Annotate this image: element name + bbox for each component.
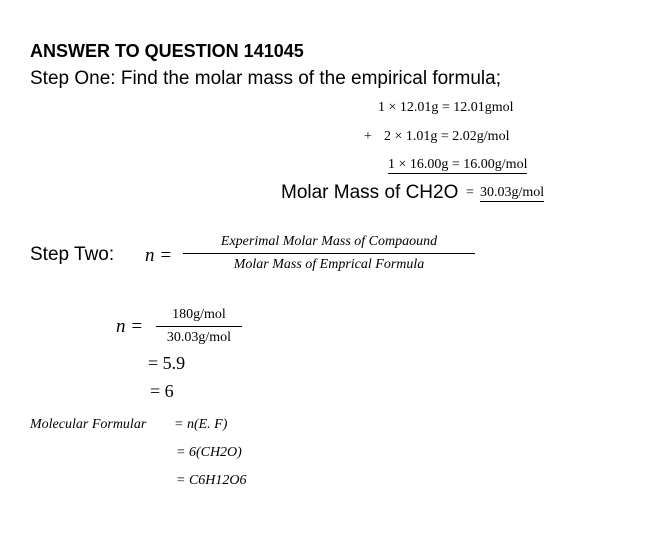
calc-n-equals: n = xyxy=(116,316,144,337)
result-approx: = 5.9 xyxy=(148,353,186,373)
mass-line-oxygen: 1 × 16.00g = 16.00g/mol xyxy=(388,157,528,172)
n-numerator: Experimal Molar Mass of Compaound xyxy=(220,234,438,249)
n-fraction xyxy=(183,234,475,273)
molar-mass-value: 30.03g/mol xyxy=(480,185,545,200)
step-one-label: Step One: Find the molar mass of the empirical formula; xyxy=(30,68,501,89)
molar-mass-label: Molar Mass of CH2O xyxy=(281,182,459,203)
molar-mass-eq: = xyxy=(466,185,474,200)
calc-fraction xyxy=(156,307,242,346)
molecular-line-3: = C6H12O6 xyxy=(176,473,247,488)
calc-denominator: 30.03g/mol xyxy=(156,326,242,346)
mass-line-hydrogen: 2 × 1.01g = 2.02g/mol xyxy=(384,129,510,144)
n-denominator: Molar Mass of Emprical Formula xyxy=(183,253,475,273)
n-equals: n = xyxy=(145,245,173,266)
result-rounded: = 6 xyxy=(150,381,174,401)
mass-line-carbon: 1 × 12.01g = 12.01gmol xyxy=(378,100,514,115)
molecular-line-1: = n(E. F) xyxy=(174,417,228,432)
molecular-formula-label: Molecular Formular xyxy=(30,417,147,432)
calc-numerator: 180g/mol xyxy=(172,307,226,322)
step-two-label: Step Two: xyxy=(30,244,115,265)
mass-line-op: + xyxy=(364,129,372,144)
heading: ANSWER TO QUESTION 141045 xyxy=(30,41,304,61)
molecular-line-2: = 6(CH2O) xyxy=(176,445,242,460)
